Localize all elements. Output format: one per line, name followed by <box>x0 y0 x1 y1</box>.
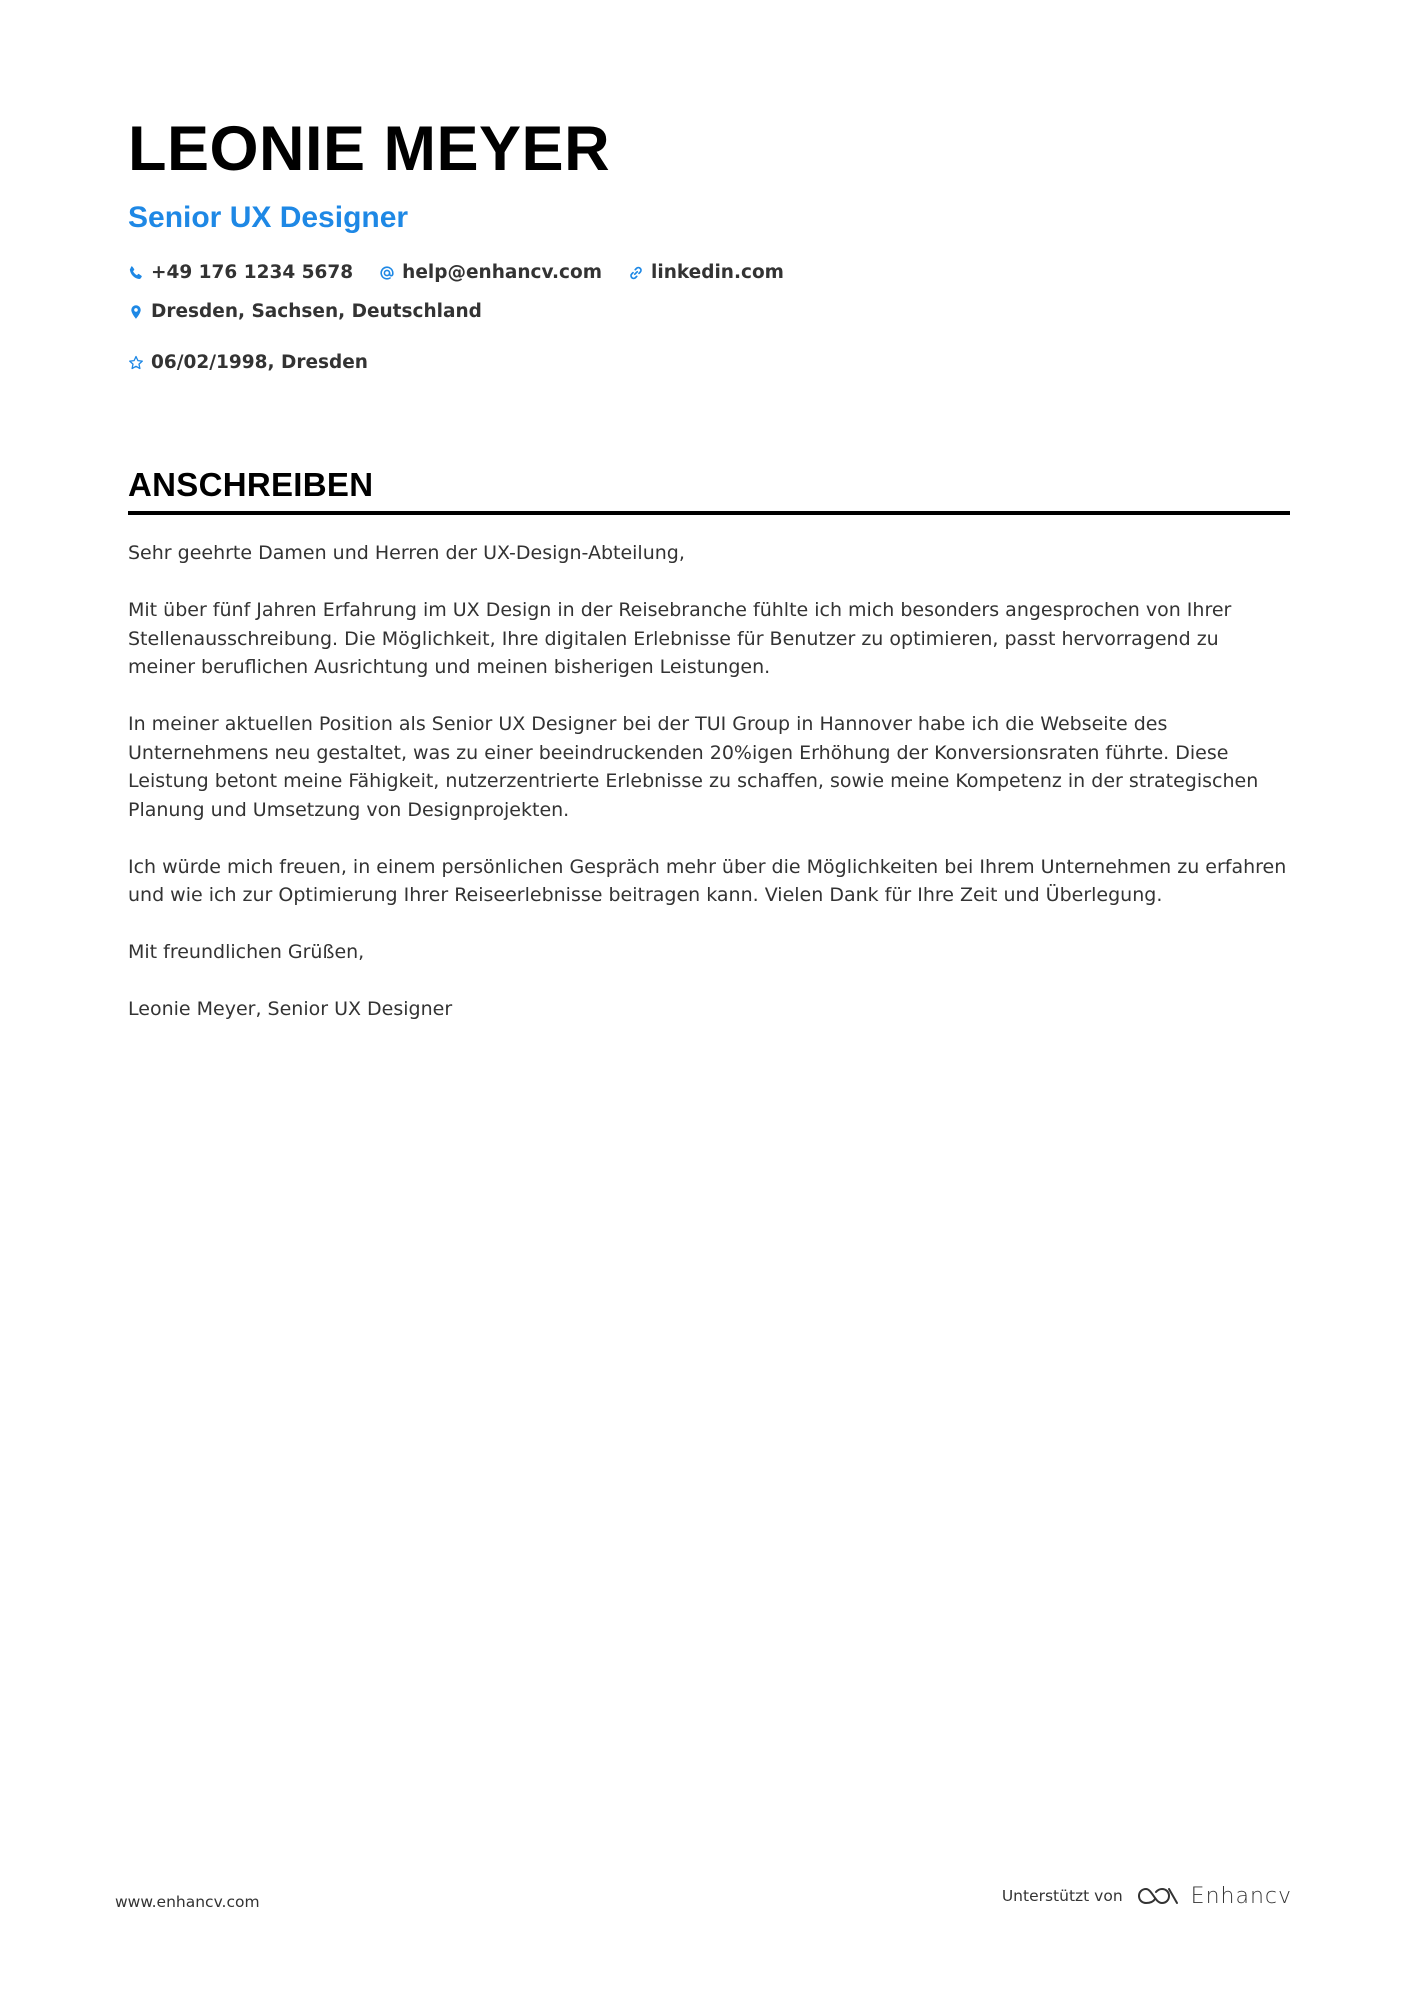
section-divider <box>128 511 1290 515</box>
cover-letter-page <box>128 100 1290 1052</box>
letter-body <box>128 539 1290 1024</box>
contact-email[interactable] <box>379 259 602 286</box>
contact-phone <box>128 259 353 286</box>
applicant-title: Senior UX Designer <box>128 201 409 234</box>
link-icon <box>628 265 644 281</box>
section-title: ANSCHREIBEN <box>128 466 374 503</box>
enhancv-brand-name: Enhancv <box>1190 1883 1292 1909</box>
letter-salutation: Sehr geehrte Damen und Herren der UX-Design-Abteilung, <box>128 542 685 564</box>
star-icon <box>128 355 144 371</box>
birth-text: 06/02/1998, Dresden <box>151 352 368 373</box>
linkedin-link[interactable]: linkedin.com <box>651 262 784 283</box>
footer-website-link[interactable]: www.enhancv.com <box>115 1893 260 1911</box>
location-text: Dresden, Sachsen, Deutschland <box>151 301 482 322</box>
phone-text: +49 176 1234 5678 <box>151 262 354 283</box>
contact-location <box>128 298 482 325</box>
letter-paragraph: Mit über fünf Jahren Erfahrung im UX Design in der Reisebranche fühlte ich mich besonders angesprochen von Ihrer Stellenausschreibung. Die Möglichkeit, Ihre digitalen Erlebnisse für Benutzer zu optimieren, passt hervorragend zu meiner beruflichen Ausrichtung und meinen bisherigen Leistungen. <box>128 599 1232 678</box>
footer-branding[interactable] <box>1002 1883 1292 1909</box>
email-link[interactable]: help@enhancv.com <box>402 262 603 283</box>
letter-signature: Leonie Meyer, Senior UX Designer <box>128 998 453 1020</box>
applicant-name: LEONIE MEYER <box>128 114 611 184</box>
powered-by-text: Unterstützt von <box>1001 1887 1123 1905</box>
contact-birth <box>128 349 368 376</box>
map-pin-icon <box>128 304 144 320</box>
enhancv-logo-icon <box>1135 1883 1181 1909</box>
contact-linkedin[interactable] <box>628 259 784 286</box>
letter-closing: Mit freundlichen Grüßen, <box>128 941 365 963</box>
contact-info <box>128 259 1128 376</box>
phone-icon <box>128 265 144 281</box>
at-icon <box>379 265 395 281</box>
letter-paragraph: In meiner aktuellen Position als Senior UX Designer bei der TUI Group in Hannover habe ich die Webseite des Unternehmens neu gestaltet, was zu einer beeindruckenden 20%igen Erhöhung der Konversionsraten führte. Diese Leistung betont meine Fähigkeit, nutzerzentrierte Erlebnisse zu schaffen, sowie meine Kompetenz in der strategischen Planung und Umsetzung von Designprojekten. <box>128 713 1259 821</box>
letter-paragraph: Ich würde mich freuen, in einem persönlichen Gespräch mehr über die Möglichkeiten bei Ihrem Unternehmen zu erfahren und wie ich zur Optimierung Ihrer Reiseerlebnisse beitragen kann. Vielen Dank für Ihre Zeit und Überlegung. <box>128 855 1287 906</box>
